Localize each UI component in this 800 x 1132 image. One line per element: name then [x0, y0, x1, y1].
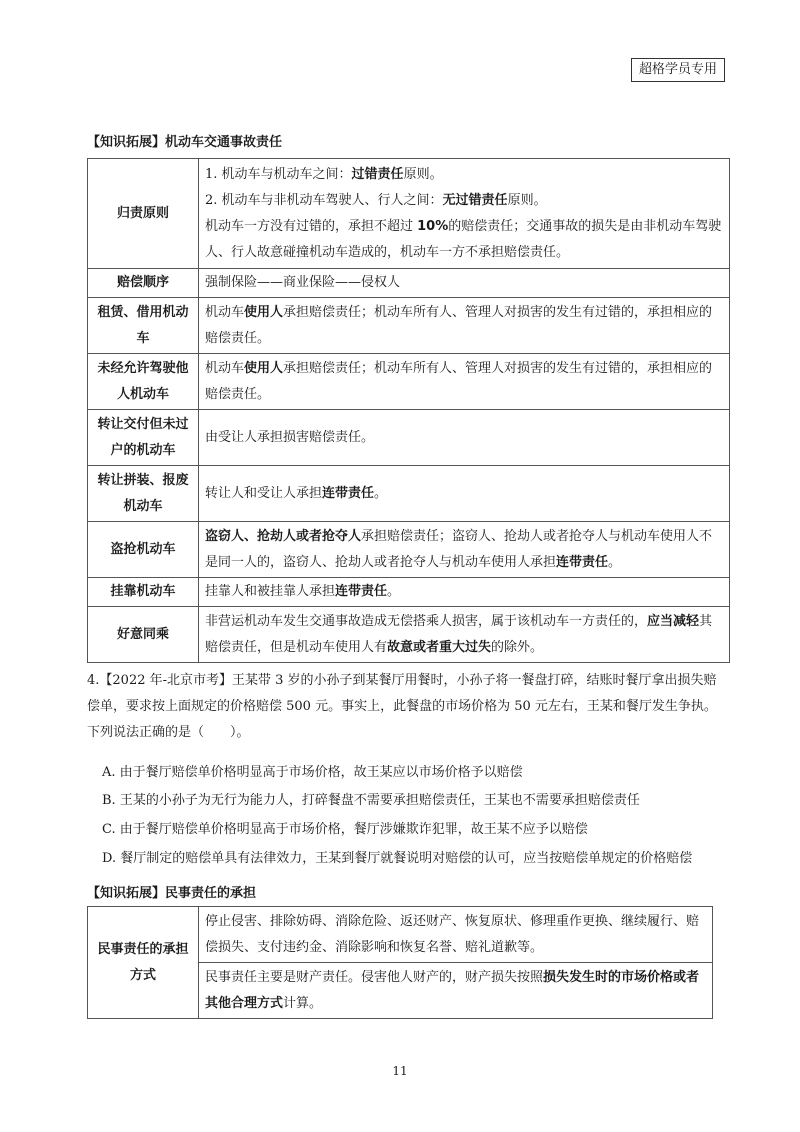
row-label: 租赁、借用机动车: [88, 298, 199, 354]
row-content: 由受让人承担损害赔偿责任。: [199, 410, 730, 466]
member-badge: 超格学员专用: [631, 58, 725, 82]
row-content: 挂靠人和被挂靠人承担连带责任。: [199, 578, 730, 607]
table-row: [88, 607, 730, 663]
option-a: A. 由于餐厅赔偿单价格明显高于市场价格，故王某应以市场价格予以赔偿: [102, 765, 523, 780]
option-d: D. 餐厅制定的赔偿单具有法律效力，王某到餐厅就餐说明对赔偿的认可，应当按赔偿单规定的价格赔偿: [102, 851, 693, 866]
traffic-liability-table: [87, 158, 730, 663]
row-label: 好意同乘: [88, 607, 199, 663]
option-c: C. 由于餐厅赔偿单价格明显高于市场价格，餐厅涉嫌欺诈犯罪，故王某不应予以赔偿: [102, 822, 588, 837]
row-content: 盗窃人、抢劫人或者抢夺人承担赔偿责任；盗窃人、抢劫人或者抢夺人与机动车使用人不是同一人的，盗窃人、抢劫人或者抢夺人与机动车使用人承担连带责任。: [199, 522, 730, 578]
row-content: 机动车使用人承担赔偿责任；机动车所有人、管理人对损害的发生有过错的，承担相应的赔偿责任。: [199, 354, 730, 410]
table-row: [88, 522, 730, 578]
civil-liability-table: [87, 906, 713, 1019]
table-row: [88, 907, 713, 963]
row-label: 挂靠机动车: [88, 578, 199, 607]
row-label: 盗抢机动车: [88, 522, 199, 578]
table-row: [88, 159, 730, 269]
row-label: 民事责任的承担方式: [88, 907, 199, 1019]
question-stem: 4.【2022 年-北京市考】王某带 3 岁的小孙子到某餐厅用餐时，小孙子将一餐盘打碎，结账时餐厅拿出损失赔偿单，要求按上面规定的价格赔偿 500 元。事实上，此餐盘的市场价格为 50 元左右，王某和餐厅发生争执。下列说法正确的是（ ）。: [87, 673, 717, 740]
table-row: [88, 578, 730, 607]
row-content: 非营运机动车发生交通事故造成无偿搭乘人损害，属于该机动车一方责任的，应当减轻其赔偿责任，但是机动车使用人有故意或者重大过失的除外。: [199, 607, 730, 663]
table-row: [88, 466, 730, 522]
row-content: 强制保险——商业保险——侵权人: [199, 269, 730, 298]
row-content: 民事责任主要是财产责任。侵害他人财产的，财产损失按照损失发生时的市场价格或者其他合理方式计算。: [199, 963, 713, 1019]
row-content: 机动车使用人承担赔偿责任；机动车所有人、管理人对损害的发生有过错的，承担相应的赔偿责任。: [199, 298, 730, 354]
row-label: 转让拼装、报废机动车: [88, 466, 199, 522]
section-title-traffic: 【知识拓展】机动车交通事故责任: [87, 135, 283, 150]
row-label: 赔偿顺序: [88, 269, 199, 298]
table-row: [88, 269, 730, 298]
table-row: [88, 410, 730, 466]
table-row: [88, 298, 730, 354]
option-b: B. 王某的小孙子为无行为能力人，打碎餐盘不需要承担赔偿责任，王某也不需要承担赔偿责任: [102, 793, 640, 808]
page-number: 11: [392, 1064, 408, 1078]
row-content: 转让人和受让人承担连带责任。: [199, 466, 730, 522]
row-label: 归责原则: [88, 159, 199, 269]
table-row: [88, 354, 730, 410]
section-title-civil: 【知识拓展】民事责任的承担: [87, 886, 257, 901]
row-content: 1. 机动车与机动车之间：过错责任原则。 2. 机动车与非机动车驾驶人、行人之间：无过错责任原则。 机动车一方没有过错的，承担不超过 10%的赔偿责任；交通事故的损失是由非机动车驾驶人、行人故意碰撞机动车造成的，机动车一方不承担赔偿责任。: [199, 159, 730, 269]
row-label: 未经允许驾驶他人机动车: [88, 354, 199, 410]
row-content: 停止侵害、排除妨碍、消除危险、返还财产、恢复原状、修理重作更换、继续履行、赔偿损失、支付违约金、消除影响和恢复名誉、赔礼道歉等。: [199, 907, 713, 963]
row-label: 转让交付但未过户的机动车: [88, 410, 199, 466]
